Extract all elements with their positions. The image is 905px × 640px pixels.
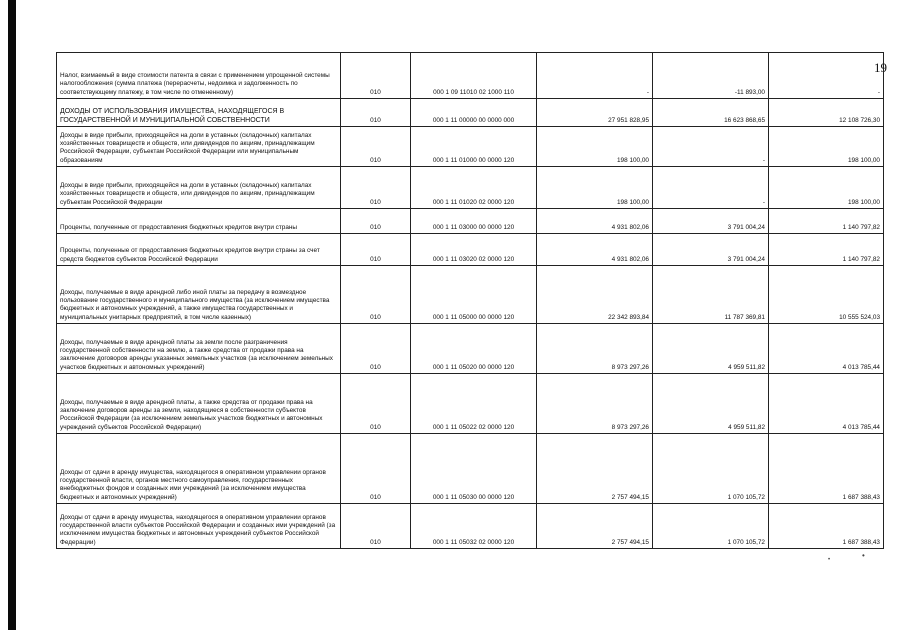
income-report-table <box>56 52 884 549</box>
row-executed-cell: 4 959 511,82 <box>653 324 769 374</box>
row-code-cell: 010 <box>341 374 411 434</box>
row-unexecuted-cell: 4 013 785,44 <box>769 374 884 434</box>
row-unexecuted-cell: - <box>769 53 884 99</box>
row-kbk-cell: 000 1 11 05032 02 0000 120 <box>411 504 537 549</box>
row-code-cell: 010 <box>341 167 411 209</box>
report-body <box>57 53 884 549</box>
row-kbk-cell: 000 1 11 00000 00 0000 000 <box>411 99 537 127</box>
row-name-cell: Доходы, получаемые в виде арендной платы за земли после разграничения государственной собственности на землю, а также средства от продажи права на заключение договоров аренды указанных земельных участков (за исключением земельных участков бюджетных и автономных учреждений) <box>57 324 341 374</box>
table-row <box>57 53 884 99</box>
row-executed-cell: 3 791 004,24 <box>653 234 769 266</box>
row-approved-cell: 198 100,00 <box>537 167 653 209</box>
table-row <box>57 504 884 549</box>
row-executed-cell: - <box>653 127 769 167</box>
row-executed-cell: - <box>653 167 769 209</box>
row-kbk-cell: 000 1 11 03000 00 0000 120 <box>411 209 537 234</box>
row-code-cell: 010 <box>341 266 411 324</box>
table-row <box>57 209 884 234</box>
row-approved-cell: 8 973 297,26 <box>537 324 653 374</box>
row-approved-cell: - <box>537 53 653 99</box>
row-unexecuted-cell: 198 100,00 <box>769 127 884 167</box>
table-row <box>57 234 884 266</box>
row-approved-cell: 2 757 494,15 <box>537 434 653 504</box>
row-unexecuted-cell: 4 013 785,44 <box>769 324 884 374</box>
row-kbk-cell: 000 1 09 11010 02 1000 110 <box>411 53 537 99</box>
row-executed-cell: 1 070 105,72 <box>653 504 769 549</box>
row-unexecuted-cell: 1 687 388,43 <box>769 504 884 549</box>
row-name-cell: Проценты, полученные от предоставления бюджетных кредитов внутри страны за счет средств бюджетов субъектов Российской Федерации <box>57 234 341 266</box>
row-name-cell: Налог, взимаемый в виде стоимости патента в связи с применением упрощенной системы налогообложения (сумма платежа (перерасчеты, недоимка и задолженность по соответствующему платежу, в том числе по отмененному) <box>57 53 341 99</box>
row-kbk-cell: 000 1 11 05030 00 0000 120 <box>411 434 537 504</box>
page-number: 19 <box>874 60 887 75</box>
table-row <box>57 167 884 209</box>
row-unexecuted-cell: 1 140 797,82 <box>769 234 884 266</box>
row-kbk-cell: 000 1 11 01000 00 0000 120 <box>411 127 537 167</box>
scan-edge-bar <box>8 0 16 630</box>
row-approved-cell: 22 342 893,84 <box>537 266 653 324</box>
row-executed-cell: 1 070 105,72 <box>653 434 769 504</box>
row-unexecuted-cell: 198 100,00 <box>769 167 884 209</box>
row-code-cell: 010 <box>341 434 411 504</box>
row-kbk-cell: 000 1 11 03020 02 0000 120 <box>411 234 537 266</box>
row-name-cell: Доходы от сдачи в аренду имущества, находящегося в оперативном управлении органов государственной власти субъектов Российской Федерации и созданных ими учреждений (за исключением имущества бюджетных и автономных учреждений субъектов Российской Федерации) <box>57 504 341 549</box>
row-unexecuted-cell: 10 555 524,03 <box>769 266 884 324</box>
row-name-cell: Доходы, получаемые в виде арендной платы, а также средства от продажи права на заключение договоров аренды за земли, находящиеся в собственности субъектов Российской Федерации (за исключением земельных участков бюджетных и автономных учреждений субъектов Российской Федерации) <box>57 374 341 434</box>
row-name-cell: Доходы от сдачи в аренду имущества, находящегося в оперативном управлении органов государственной власти, органов местного самоуправления, государственных внебюджетных фондов и созданных ими учреждений (за исключением имущества бюджетных и автономных учреждений) <box>57 434 341 504</box>
row-executed-cell: 11 787 369,81 <box>653 266 769 324</box>
row-name-cell: Доходы в виде прибыли, приходящейся на доли в уставных (складочных) капиталах хозяйственных товариществ и обществ, или дивидендов по акциям, принадлежащим субъектам Российской Федерации <box>57 167 341 209</box>
row-code-cell: 010 <box>341 324 411 374</box>
row-approved-cell: 27 951 828,95 <box>537 99 653 127</box>
scan-speck: • <box>862 551 865 560</box>
row-executed-cell: 3 791 004,24 <box>653 209 769 234</box>
table-row <box>57 374 884 434</box>
row-unexecuted-cell: 1 687 388,43 <box>769 434 884 504</box>
row-code-cell: 010 <box>341 99 411 127</box>
row-approved-cell: 8 973 297,26 <box>537 374 653 434</box>
table-row <box>57 324 884 374</box>
row-code-cell: 010 <box>341 53 411 99</box>
table-row <box>57 434 884 504</box>
row-approved-cell: 4 931 802,06 <box>537 209 653 234</box>
row-approved-cell: 198 100,00 <box>537 127 653 167</box>
row-approved-cell: 2 757 494,15 <box>537 504 653 549</box>
row-kbk-cell: 000 1 11 05020 00 0000 120 <box>411 324 537 374</box>
row-name-cell: Доходы в виде прибыли, приходящейся на доли в уставных (складочных) капиталах хозяйственных товариществ и обществ, или дивидендов по акциям, принадлежащим Российской Федерации, субъектам Российской Федерации или муниципальным образованиям <box>57 127 341 167</box>
row-code-cell: 010 <box>341 209 411 234</box>
row-unexecuted-cell: 12 108 726,30 <box>769 99 884 127</box>
row-name-cell: Доходы, получаемые в виде арендной либо иной платы за передачу в возмездное пользование государственного и муниципального имущества (за исключением имущества бюджетных и автономных учреждений, а также имущества государственных и муниципальных унитарных предприятий, в том числе казенных) <box>57 266 341 324</box>
row-kbk-cell: 000 1 11 01020 02 0000 120 <box>411 167 537 209</box>
row-code-cell: 010 <box>341 504 411 549</box>
row-name-cell: Проценты, полученные от предоставления бюджетных кредитов внутри страны <box>57 209 341 234</box>
row-executed-cell: -11 893,00 <box>653 53 769 99</box>
row-code-cell: 010 <box>341 127 411 167</box>
row-approved-cell: 4 931 802,06 <box>537 234 653 266</box>
row-executed-cell: 16 623 868,65 <box>653 99 769 127</box>
scan-speck: • <box>828 557 831 563</box>
row-kbk-cell: 000 1 11 05022 02 0000 120 <box>411 374 537 434</box>
row-executed-cell: 4 959 511,82 <box>653 374 769 434</box>
row-name-cell: ДОХОДЫ ОТ ИСПОЛЬЗОВАНИЯ ИМУЩЕСТВА, НАХОДЯЩЕГОСЯ В ГОСУДАРСТВЕННОЙ И МУНИЦИПАЛЬНОЙ СОБСТВЕННОСТИ <box>57 99 341 127</box>
table-row <box>57 266 884 324</box>
table-row <box>57 99 884 127</box>
row-kbk-cell: 000 1 11 05000 00 0000 120 <box>411 266 537 324</box>
table-row <box>57 127 884 167</box>
row-code-cell: 010 <box>341 234 411 266</box>
row-unexecuted-cell: 1 140 797,82 <box>769 209 884 234</box>
